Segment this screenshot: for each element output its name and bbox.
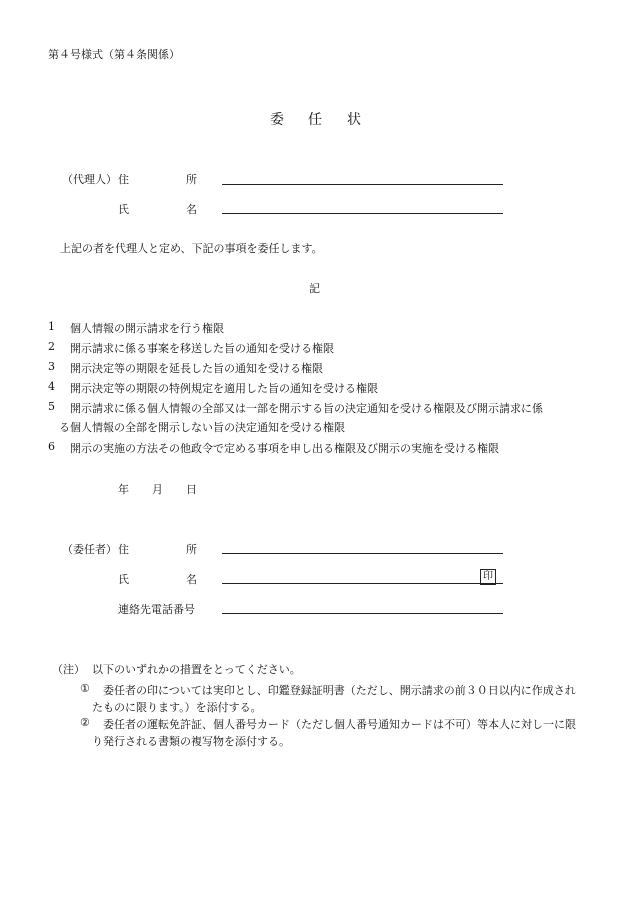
note-intro: 以下のいずれかの措置をとってください。	[92, 663, 301, 676]
note-label: （注）	[52, 663, 85, 676]
principal-name-field[interactable]	[222, 583, 503, 584]
form-number: 第４号様式（第４条関係）	[48, 48, 180, 61]
ki-heading: 記	[309, 282, 320, 295]
date-year-label: 年	[118, 483, 129, 496]
principal-name-label-2: 名	[186, 573, 197, 586]
item-1-number: 1	[48, 320, 55, 333]
title-char-2: 任	[308, 112, 322, 128]
agent-role-label: （代理人）	[62, 173, 117, 186]
title-char-1: 委	[270, 112, 284, 128]
document-title	[270, 109, 284, 129]
delegation-intro: 上記の者を代理人と定め、下記の事項を委任します。	[60, 242, 323, 255]
principal-name-label-1: 氏	[118, 573, 129, 586]
item-5-text: 開示請求に係る個人情報の全部又は一部を開示する旨の決定通知を受ける権限及び開示請求に係	[70, 402, 543, 415]
note-1-text: 委任者の印については実印とし、印鑑登録証明書（ただし、開示請求の前３０日以内に作成され	[103, 684, 576, 697]
note-2-text: 委任者の運転免許証、個人番号カード（ただし個人番号通知カードは不可）等本人に対し一に限	[103, 718, 576, 731]
principal-phone-field[interactable]	[222, 613, 503, 614]
principal-role-label: （委任者）	[62, 543, 117, 556]
item-5-continuation: る個人情報の全部を開示しない旨の決定通知を受ける権限	[59, 421, 345, 434]
item-2-text: 開示請求に係る事案を移送した旨の通知を受ける権限	[70, 342, 334, 355]
item-6-number: 6	[48, 440, 55, 453]
item-1-text: 個人情報の開示請求を行う権限	[70, 322, 224, 335]
principal-address-label-2: 所	[186, 543, 197, 556]
agent-name-label-2: 名	[186, 203, 197, 216]
title-char-3: 状	[347, 112, 361, 128]
agent-name-field[interactable]	[222, 213, 503, 214]
agent-address-label-2: 所	[186, 173, 197, 186]
note-2-continuation: り発行される書類の複写物を添付する。	[92, 735, 290, 748]
item-2-number: 2	[48, 340, 55, 353]
agent-name-label-1: 氏	[118, 203, 129, 216]
note-1-continuation: たものに限ります。）を添付する。	[92, 701, 262, 714]
date-month-label: 月	[152, 483, 163, 496]
note-1-mark: ①	[80, 682, 90, 695]
item-4-number: 4	[48, 380, 55, 393]
principal-phone-label: 連絡先電話番号	[118, 603, 195, 616]
seal-mark: 印	[480, 569, 496, 585]
agent-address-field[interactable]	[222, 184, 503, 185]
item-3-number: 3	[48, 360, 55, 373]
date-day-label: 日	[186, 483, 197, 496]
note-2-mark: ②	[80, 716, 90, 729]
agent-address-label-1: 住	[118, 173, 129, 186]
item-5-number: 5	[48, 400, 55, 413]
item-3-text: 開示決定等の期限を延長した旨の通知を受ける権限	[70, 362, 323, 375]
item-4-text: 開示決定等の期限の特例規定を適用した旨の通知を受ける権限	[70, 382, 378, 395]
principal-address-field[interactable]	[222, 553, 503, 554]
item-6-text: 開示の実施の方法その他政令で定める事項を申し出る権限及び開示の実施を受ける権限	[70, 442, 499, 455]
principal-address-label-1: 住	[118, 543, 129, 556]
